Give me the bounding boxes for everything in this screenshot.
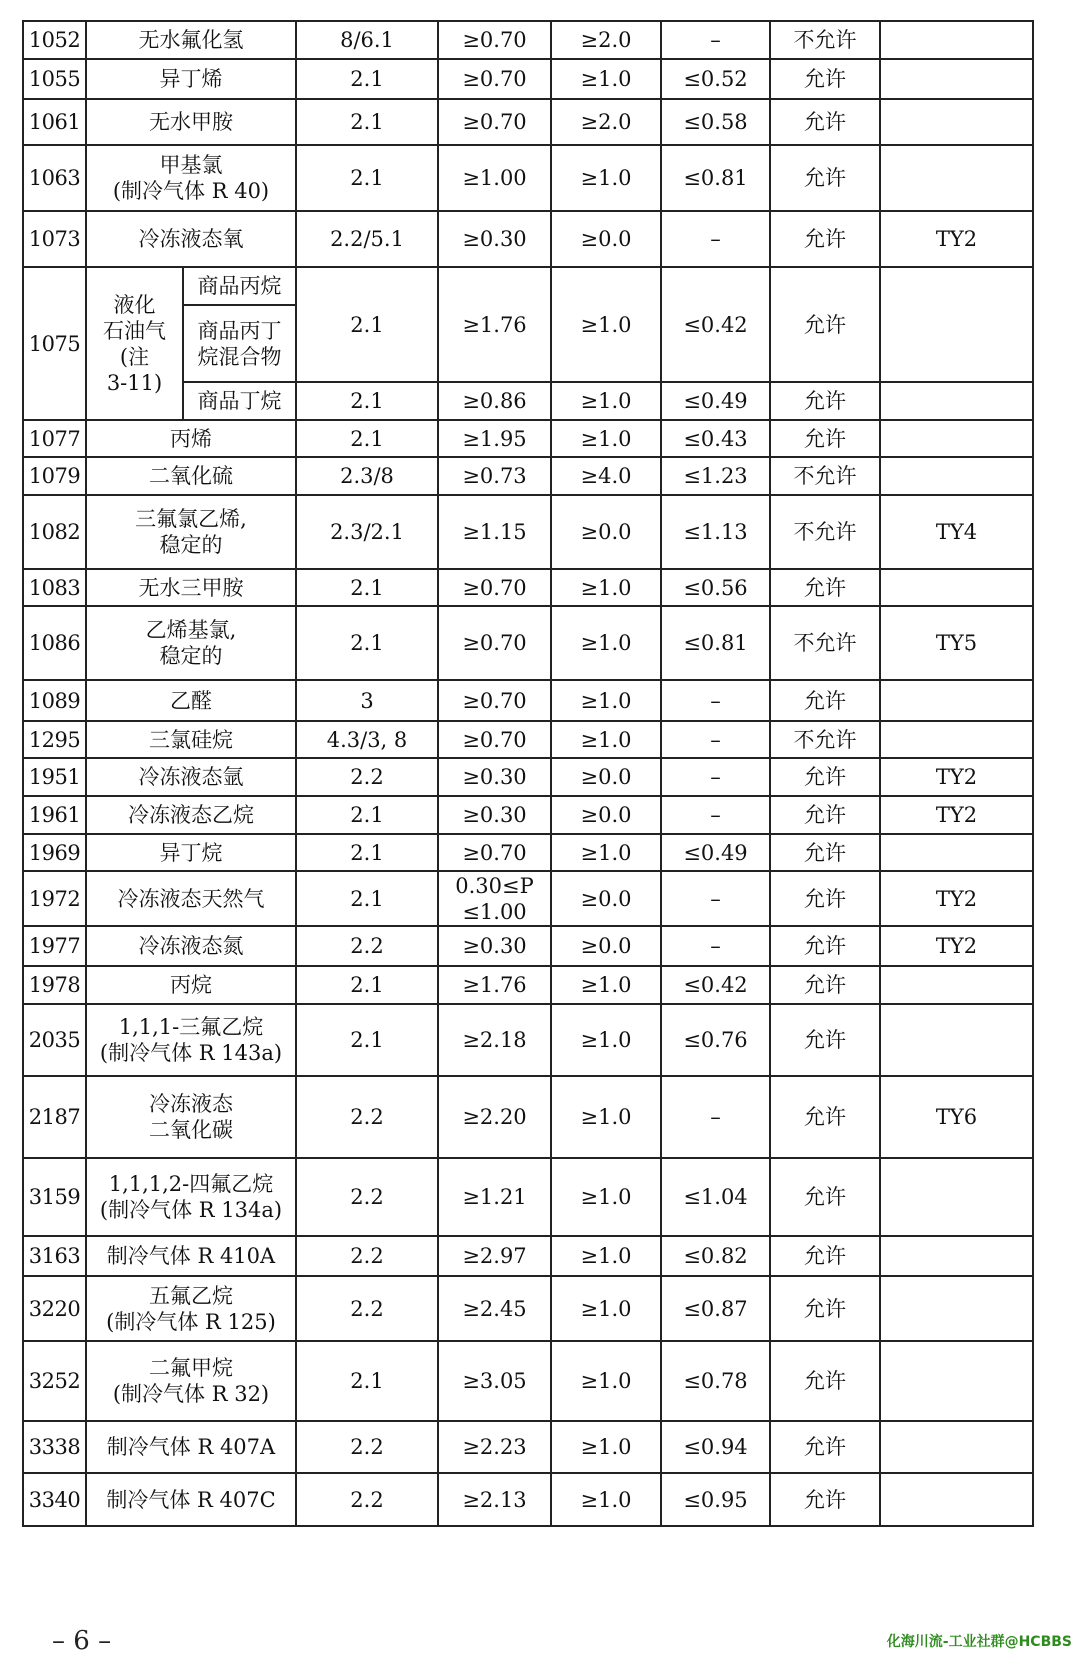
name-cell-line: 三氟氯乙烯, — [135, 507, 247, 531]
table-row — [23, 267, 1033, 305]
un-number-cell: 3252 — [23, 1341, 86, 1421]
name-cell — [86, 1158, 296, 1236]
fill-ratio-cell: ≥2.20 — [438, 1076, 551, 1158]
note-cell — [880, 1004, 1033, 1076]
fill-ratio-cell: ≥0.70 — [438, 721, 551, 758]
group-name-cell-line: (注 — [119, 344, 150, 369]
class-cell: 2.2 — [296, 1076, 438, 1158]
un-number-cell: 1089 — [23, 680, 86, 721]
ratio-cell: ≤0.81 — [661, 145, 770, 211]
fill-ratio-cell: ≥2.97 — [438, 1236, 551, 1276]
mixing-cell: 允许 — [770, 420, 880, 457]
ratio-cell: – — [661, 926, 770, 966]
un-number-cell: 1077 — [23, 420, 86, 457]
un-number-cell: 2187 — [23, 1076, 86, 1158]
note-cell: TY2 — [880, 758, 1033, 796]
ratio-cell: ≤0.76 — [661, 1004, 770, 1076]
table-row — [23, 457, 1033, 495]
fill-ratio-cell: ≥1.15 — [438, 495, 551, 569]
fill-ratio-cell: ≥0.73 — [438, 457, 551, 495]
un-number-cell: 1083 — [23, 569, 86, 606]
fill-ratio-cell — [438, 871, 551, 926]
name-cell — [86, 145, 296, 211]
class-cell: 2.2 — [296, 1473, 438, 1526]
un-number-cell: 3163 — [23, 1236, 86, 1276]
pressure-cell: ≥1.0 — [551, 1421, 661, 1473]
note-cell — [880, 834, 1033, 871]
note-cell — [880, 1341, 1033, 1421]
mixing-cell: 允许 — [770, 569, 880, 606]
pressure-cell: ≥1.0 — [551, 680, 661, 721]
note-cell: TY2 — [880, 211, 1033, 267]
mixing-cell: 允许 — [770, 1236, 880, 1276]
table-row — [23, 796, 1033, 834]
ratio-cell: ≤0.82 — [661, 1236, 770, 1276]
class-cell: 2.2/5.1 — [296, 211, 438, 267]
fill-ratio-cell: ≥1.21 — [438, 1158, 551, 1236]
un-number-cell: 1075 — [23, 267, 86, 420]
substance-table — [22, 20, 1034, 1527]
class-cell: 2.1 — [296, 606, 438, 680]
name-cell-line: 乙烯基氯, — [145, 618, 237, 642]
sub-name-cell: 商品丁烷 — [183, 382, 296, 420]
mixing-cell: 允许 — [770, 926, 880, 966]
class-cell: 2.1 — [296, 145, 438, 211]
fill-ratio-cell: ≥2.18 — [438, 1004, 551, 1076]
fill-ratio-cell: ≥0.30 — [438, 211, 551, 267]
name-cell-line: 五氟乙烷 — [149, 1283, 233, 1308]
table-row — [23, 211, 1033, 267]
name-cell-line: 1,1,1-三氟乙烷 — [118, 1015, 264, 1039]
table-row — [23, 926, 1033, 966]
fill-ratio-cell: ≥0.70 — [438, 59, 551, 99]
un-number-cell: 1052 — [23, 21, 86, 59]
sub-name-cell-line: 烷混合物 — [197, 344, 282, 369]
pressure-cell: ≥1.0 — [551, 606, 661, 680]
un-number-cell: 1969 — [23, 834, 86, 871]
name-cell-line: 稳定的 — [159, 533, 223, 557]
un-number-cell: 1961 — [23, 796, 86, 834]
name-cell-line: (制冷气体 R 134a) — [99, 1198, 283, 1222]
class-cell: 2.2 — [296, 758, 438, 796]
un-number-cell: 2035 — [23, 1004, 86, 1076]
class-cell: 2.3/8 — [296, 457, 438, 495]
group-name-cell-line: 石油气 — [103, 318, 166, 343]
note-cell: TY2 — [880, 926, 1033, 966]
fill-ratio-cell-line: ≤1.00 — [462, 899, 527, 924]
pressure-cell: ≥1.0 — [551, 145, 661, 211]
note-cell: TY5 — [880, 606, 1033, 680]
pressure-cell: ≥1.0 — [551, 1236, 661, 1276]
class-cell: 2.1 — [296, 1341, 438, 1421]
name-cell: 制冷气体 R 407A — [86, 1421, 296, 1473]
fill-ratio-cell: ≥0.70 — [438, 99, 551, 145]
mixing-cell: 允许 — [770, 1473, 880, 1526]
note-cell — [880, 267, 1033, 382]
class-cell: 2.2 — [296, 1236, 438, 1276]
name-cell — [86, 1341, 296, 1421]
ratio-cell: – — [661, 721, 770, 758]
ratio-cell: – — [661, 21, 770, 59]
note-cell — [880, 420, 1033, 457]
pressure-cell: ≥1.0 — [551, 1004, 661, 1076]
ratio-cell: ≤0.58 — [661, 99, 770, 145]
ratio-cell: ≤0.43 — [661, 420, 770, 457]
table-row — [23, 1004, 1033, 1076]
un-number-cell: 1061 — [23, 99, 86, 145]
name-cell: 冷冻液态乙烷 — [86, 796, 296, 834]
class-cell: 2.2 — [296, 1158, 438, 1236]
pressure-cell: ≥4.0 — [551, 457, 661, 495]
class-cell: 2.1 — [296, 59, 438, 99]
note-cell — [880, 99, 1033, 145]
class-cell: 3 — [296, 680, 438, 721]
pressure-cell: ≥1.0 — [551, 966, 661, 1004]
ratio-cell: ≤0.42 — [661, 966, 770, 1004]
class-cell: 2.1 — [296, 382, 438, 420]
pressure-cell: ≥0.0 — [551, 211, 661, 267]
name-cell: 制冷气体 R 407C — [86, 1473, 296, 1526]
table-row — [23, 569, 1033, 606]
note-cell — [880, 457, 1033, 495]
mixing-cell: 允许 — [770, 1276, 880, 1341]
class-cell: 2.1 — [296, 1004, 438, 1076]
mixing-cell: 允许 — [770, 796, 880, 834]
un-number-cell: 1977 — [23, 926, 86, 966]
pressure-cell: ≥0.0 — [551, 796, 661, 834]
un-number-cell: 1055 — [23, 59, 86, 99]
table-row — [23, 495, 1033, 569]
fill-ratio-cell: ≥1.76 — [438, 966, 551, 1004]
note-cell — [880, 1276, 1033, 1341]
page-number: – 6 – — [52, 1626, 112, 1656]
ratio-cell: – — [661, 1076, 770, 1158]
name-cell — [86, 495, 296, 569]
un-number-cell: 1079 — [23, 457, 86, 495]
fill-ratio-cell: ≥0.86 — [438, 382, 551, 420]
note-cell — [880, 1158, 1033, 1236]
sub-name-cell-line: 商品丙丁 — [197, 318, 282, 343]
table-row — [23, 721, 1033, 758]
un-number-cell: 1086 — [23, 606, 86, 680]
name-cell — [86, 606, 296, 680]
pressure-cell: ≥0.0 — [551, 871, 661, 926]
class-cell: 2.1 — [296, 267, 438, 382]
table-row — [23, 99, 1033, 145]
mixing-cell: 允许 — [770, 99, 880, 145]
name-cell-line: (制冷气体 R 143a) — [99, 1041, 283, 1065]
ratio-cell: ≤0.81 — [661, 606, 770, 680]
note-cell — [880, 145, 1033, 211]
fill-ratio-cell: ≥0.70 — [438, 569, 551, 606]
name-cell: 异丁烷 — [86, 834, 296, 871]
pressure-cell: ≥0.0 — [551, 495, 661, 569]
pressure-cell: ≥1.0 — [551, 59, 661, 99]
pressure-cell: ≥1.0 — [551, 569, 661, 606]
group-name-cell-line: 液化 — [113, 292, 156, 317]
ratio-cell: ≤0.52 — [661, 59, 770, 99]
mixing-cell: 允许 — [770, 59, 880, 99]
fill-ratio-cell: ≥0.30 — [438, 796, 551, 834]
pressure-cell: ≥0.0 — [551, 926, 661, 966]
mixing-cell: 允许 — [770, 680, 880, 721]
class-cell: 2.1 — [296, 569, 438, 606]
class-cell: 2.2 — [296, 926, 438, 966]
name-cell: 三氯硅烷 — [86, 721, 296, 758]
mixing-cell: 不允许 — [770, 721, 880, 758]
pressure-cell: ≥1.0 — [551, 1341, 661, 1421]
un-number-cell: 1951 — [23, 758, 86, 796]
class-cell: 2.1 — [296, 796, 438, 834]
name-cell: 丙烯 — [86, 420, 296, 457]
pressure-cell: ≥2.0 — [551, 99, 661, 145]
class-cell: 2.1 — [296, 834, 438, 871]
table-row — [23, 145, 1033, 211]
mixing-cell: 允许 — [770, 211, 880, 267]
note-cell: TY6 — [880, 1076, 1033, 1158]
note-cell: TY2 — [880, 871, 1033, 926]
name-cell — [86, 1076, 296, 1158]
class-cell: 4.3/3, 8 — [296, 721, 438, 758]
ratio-cell: ≤0.42 — [661, 267, 770, 382]
fill-ratio-cell: ≥0.30 — [438, 758, 551, 796]
ratio-cell: ≤0.78 — [661, 1341, 770, 1421]
mixing-cell: 不允许 — [770, 606, 880, 680]
class-cell: 2.3/2.1 — [296, 495, 438, 569]
ratio-cell: – — [661, 211, 770, 267]
table-row — [23, 871, 1033, 926]
name-cell: 无水甲胺 — [86, 99, 296, 145]
table-row — [23, 966, 1033, 1004]
name-cell: 无水三甲胺 — [86, 569, 296, 606]
ratio-cell: ≤1.04 — [661, 1158, 770, 1236]
class-cell: 2.1 — [296, 871, 438, 926]
table-row — [23, 59, 1033, 99]
name-cell: 无水氟化氢 — [86, 21, 296, 59]
mixing-cell: 允许 — [770, 966, 880, 1004]
group-name-cell — [86, 267, 183, 420]
mixing-cell: 允许 — [770, 1341, 880, 1421]
class-cell: 8/6.1 — [296, 21, 438, 59]
class-cell: 2.2 — [296, 1421, 438, 1473]
table-row — [23, 1158, 1033, 1236]
name-cell: 冷冻液态天然气 — [86, 871, 296, 926]
ratio-cell: ≤0.95 — [661, 1473, 770, 1526]
pressure-cell: ≥1.0 — [551, 1473, 661, 1526]
name-cell — [86, 1004, 296, 1076]
name-cell-line: (制冷气体 R 125) — [106, 1309, 276, 1334]
un-number-cell: 1978 — [23, 966, 86, 1004]
un-number-cell: 3159 — [23, 1158, 86, 1236]
pressure-cell: ≥1.0 — [551, 834, 661, 871]
class-cell: 2.2 — [296, 1276, 438, 1341]
ratio-cell: ≤0.87 — [661, 1276, 770, 1341]
pressure-cell: ≥1.0 — [551, 721, 661, 758]
table-body — [23, 21, 1033, 1526]
fill-ratio-cell: ≥1.00 — [438, 145, 551, 211]
table-row — [23, 758, 1033, 796]
ratio-cell: – — [661, 796, 770, 834]
pressure-cell: ≥1.0 — [551, 267, 661, 382]
table-row — [23, 1421, 1033, 1473]
note-cell: TY2 — [880, 796, 1033, 834]
class-cell: 2.1 — [296, 966, 438, 1004]
name-cell: 二氧化硫 — [86, 457, 296, 495]
table-row — [23, 1276, 1033, 1341]
mixing-cell: 不允许 — [770, 457, 880, 495]
fill-ratio-cell: ≥2.45 — [438, 1276, 551, 1341]
fill-ratio-cell: ≥2.13 — [438, 1473, 551, 1526]
note-cell — [880, 1473, 1033, 1526]
mixing-cell: 允许 — [770, 267, 880, 382]
pressure-cell: ≥0.0 — [551, 758, 661, 796]
name-cell-line: (制冷气体 R 32) — [112, 1382, 270, 1406]
table-row — [23, 21, 1033, 59]
mixing-cell: 允许 — [770, 382, 880, 420]
ratio-cell: ≤0.94 — [661, 1421, 770, 1473]
name-cell — [86, 1276, 296, 1341]
note-cell — [880, 721, 1033, 758]
name-cell: 冷冻液态氩 — [86, 758, 296, 796]
un-number-cell: 1295 — [23, 721, 86, 758]
sub-name-cell — [183, 305, 296, 382]
mixing-cell: 允许 — [770, 871, 880, 926]
table-row — [23, 834, 1033, 871]
name-cell-line: 甲基氯 — [159, 153, 223, 177]
mixing-cell: 不允许 — [770, 21, 880, 59]
pressure-cell: ≥1.0 — [551, 1276, 661, 1341]
name-cell: 制冷气体 R 410A — [86, 1236, 296, 1276]
note-cell: TY4 — [880, 495, 1033, 569]
note-cell — [880, 382, 1033, 420]
un-number-cell: 3220 — [23, 1276, 86, 1341]
pressure-cell: ≥1.0 — [551, 382, 661, 420]
ratio-cell: ≤0.49 — [661, 382, 770, 420]
group-name-cell-line: 3-11) — [106, 370, 163, 395]
note-cell — [880, 1421, 1033, 1473]
note-cell — [880, 680, 1033, 721]
ratio-cell: – — [661, 758, 770, 796]
table-row — [23, 680, 1033, 721]
name-cell-line: 二氟甲烷 — [149, 1356, 233, 1380]
ratio-cell: ≤0.49 — [661, 834, 770, 871]
name-cell-line: 稳定的 — [159, 644, 223, 668]
name-cell: 丙烷 — [86, 966, 296, 1004]
name-cell: 异丁烯 — [86, 59, 296, 99]
name-cell: 冷冻液态氧 — [86, 211, 296, 267]
pressure-cell: ≥1.0 — [551, 1158, 661, 1236]
note-cell — [880, 569, 1033, 606]
table-row — [23, 1341, 1033, 1421]
fill-ratio-cell: ≥0.70 — [438, 21, 551, 59]
note-cell — [880, 59, 1033, 99]
watermark: 化海川流-工业社群@HCBBS — [886, 1634, 1072, 1650]
pressure-cell: ≥1.0 — [551, 420, 661, 457]
mixing-cell: 允许 — [770, 1076, 880, 1158]
fill-ratio-cell: ≥2.23 — [438, 1421, 551, 1473]
class-cell: 2.1 — [296, 99, 438, 145]
name-cell-line: 1,1,1,2-四氟乙烷 — [108, 1172, 274, 1196]
fill-ratio-cell: ≥0.70 — [438, 606, 551, 680]
table-row — [23, 1473, 1033, 1526]
ratio-cell: – — [661, 680, 770, 721]
fill-ratio-cell: ≥0.70 — [438, 834, 551, 871]
pressure-cell: ≥2.0 — [551, 21, 661, 59]
fill-ratio-cell: ≥0.70 — [438, 680, 551, 721]
note-cell — [880, 1236, 1033, 1276]
un-number-cell: 1082 — [23, 495, 86, 569]
fill-ratio-cell-line: 0.30≤P — [455, 873, 534, 898]
name-cell: 冷冻液态氮 — [86, 926, 296, 966]
name-cell: 乙醛 — [86, 680, 296, 721]
mixing-cell: 允许 — [770, 758, 880, 796]
un-number-cell: 1972 — [23, 871, 86, 926]
ratio-cell: ≤1.23 — [661, 457, 770, 495]
fill-ratio-cell: ≥3.05 — [438, 1341, 551, 1421]
class-cell: 2.1 — [296, 420, 438, 457]
ratio-cell: ≤0.56 — [661, 569, 770, 606]
name-cell-line: 冷冻液态 — [149, 1092, 233, 1116]
ratio-cell: – — [661, 871, 770, 926]
table-row — [23, 420, 1033, 457]
mixing-cell: 允许 — [770, 145, 880, 211]
fill-ratio-cell: ≥0.30 — [438, 926, 551, 966]
note-cell — [880, 21, 1033, 59]
mixing-cell: 允许 — [770, 1004, 880, 1076]
un-number-cell: 3340 — [23, 1473, 86, 1526]
fill-ratio-cell: ≥1.76 — [438, 267, 551, 382]
name-cell-line: (制冷气体 R 40) — [112, 179, 270, 203]
name-cell-line: 二氧化碳 — [149, 1118, 233, 1142]
fill-ratio-cell: ≥1.95 — [438, 420, 551, 457]
sub-name-cell: 商品丙烷 — [183, 267, 296, 305]
mixing-cell: 允许 — [770, 1158, 880, 1236]
note-cell — [880, 966, 1033, 1004]
un-number-cell: 3338 — [23, 1421, 86, 1473]
un-number-cell: 1073 — [23, 211, 86, 267]
mixing-cell: 不允许 — [770, 495, 880, 569]
ratio-cell: ≤1.13 — [661, 495, 770, 569]
mixing-cell: 允许 — [770, 1421, 880, 1473]
un-number-cell: 1063 — [23, 145, 86, 211]
table-row — [23, 1076, 1033, 1158]
table-row — [23, 606, 1033, 680]
mixing-cell: 允许 — [770, 834, 880, 871]
pressure-cell: ≥1.0 — [551, 1076, 661, 1158]
table-row — [23, 1236, 1033, 1276]
